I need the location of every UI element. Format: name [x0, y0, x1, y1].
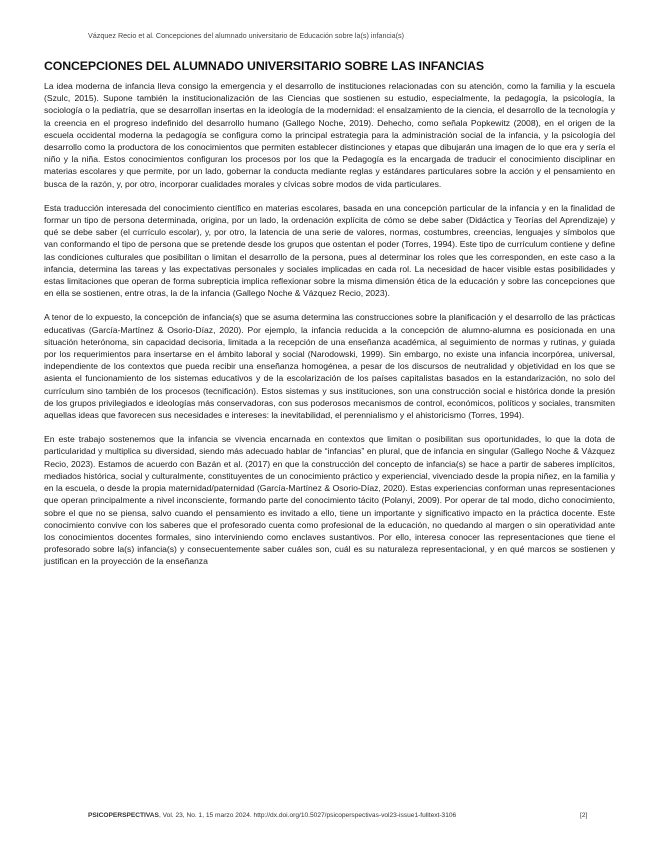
- section-title: CONCEPCIONES DEL ALUMNADO UNIVERSITARIO SOBRE LAS INFANCIAS: [44, 59, 485, 73]
- body-paragraph: A tenor de lo expuesto, la concepción de infancia(s) que se asuma determina las construcciones sobre la planificación y el desarrollo de las prácticas educativas (García-Martínez & Osorio-Díaz, 2020). Por ejemplo, la infancia reducida a la concepción de alumno-alumna es posicionada en una situación heterónoma, sin capacidad decisoria, limitada a la recepción de una enseñanza académica, al seguimiento de normas y rutinas, y guiada por los requerimientos para insertarse en el ámbito laboral y social (Narodowski, 1999). Sin embargo, no existe una infancia incorpórea, universal, independiente de los contextos que pueda recibir una enseñanza homogénea, a pesar de los discursos de neutralidad y objetividad en los que se asienta el funcionamiento de los sistemas educativos y de la escolarización de los países capitalistas basados en la estandarización, no solo del currículum sino también de los procesos (tecnificación). Estos sistemas y sus instituciones, son una construcción social e histórica donde la presión de los grupos privilegiados e ideologías más conservadoras, con sus poderosos mecanismos de control, económicos, políticos y sociales, transmiten aquellas ideas que favorecen sus necesidades e intereses: la inevitabilidad, el perennialismo y el ahistoricismo (Torres, 1994).: [44, 312, 615, 421]
- running-footer: [88, 812, 578, 819]
- running-header: Vázquez Recio et al. Concepciones del alumnado universitario de Educación sobre la(s) infancia(s): [88, 31, 405, 40]
- body-paragraph: En este trabajo sostenemos que la infancia se vivencia encarnada en contextos que limitan o posibilitan sus oportunidades, lo que la dota de particularidad y multiplica su diversidad, siendo más adecuado hablar de “infancias” en plural, que de infancia en singular (Gallego Noche & Vázquez Recio, 2023). Estamos de acuerdo con Bazán et al. (2017) en que la construcción del concepto de infancia(s) se hace a partir de saberes implícitos, mediados histórica, social y culturalmente, constituyentes de un conocimiento práctico y experiencial, vivenciado desde la propia niñez, en la familia y en la escuela, o desde la propia maternidad/paternidad (García-Martínez & Osorio-Díaz, 2020). Estas experiencias conforman unas representaciones que operan principalmente a nivel inconsciente, formando parte del conocimiento tácito (Polanyi, 2009). Por operar de tal modo, dicho conocimiento, sobre el que no se piensa, salvo cuando el pensamiento es invitado a ello, tiene un importante y significativo impacto en la práctica docente. Este conocimiento convive con los saberes que el profesorado cuenta como profesional de la educación, no quedando al margen o sin operatividad ante los conocimientos docentes formales, sino interviniendo como enclaves sustantivos. Por ello, interesa conocer las representaciones que tiene el profesorado sobre la(s) infancia(s) y consecuentemente saber cuáles son, cuál es su naturaleza representacional, y en qué marcos se sostienen y justifican en la proyección de la enseñanza: [44, 434, 615, 567]
- body-paragraph: Esta traducción interesada del conocimiento científico en materias escolares, basada en una concepción particular de la infancia y en la finalidad de formar un tipo de persona determinada, origina, por un lado, la ordenación explícita de cómo se debe saber (Didáctica y Teorías del Aprendizaje) y qué se debe saber (el currículo escolar), y, por otro, la latencia de una serie de valores, normas, costumbres, creencias, lenguajes y símbolos que van conformando el tipo de persona que se pretende desde los grupos que ostentan el poder (Torres, 1994). Este tipo de currículum contiene y define las condiciones culturales que posibilitan o limitan el desarrollo de la persona, pues al determinar los roles que les corresponden, en este caso a la infancia, determina las tareas y las expectativas personales y sociales implicadas en cada rol. La necesidad de hacer visible estas posibilidades y estas limitaciones que operan de forma subrepticia implica reflexionar sobre la misma dimensión ética de la educación y sobre las concepciones que en ella se sostienen, entre otras, la de la infancia (Gallego Noche & Vázquez Recio, 2023).: [44, 202, 615, 299]
- journal-name: PSICOPERSPECTIVAS: [88, 812, 159, 819]
- article-body: [44, 80, 615, 580]
- body-paragraph: La idea moderna de infancia lleva consigo la emergencia y el desarrollo de instituciones relacionadas con su atención, como la familia y la escuela (Szulc, 2015). Supone también la institucionalización de las Ciencias que sostienen su estudio, especialmente, la pedagogía, la psicología, la sociología o la pediatría, que se desarrollan insertas en la ideología de la modernidad: el ensalzamiento de la ciencia, el desarrollo de la tecnología y la creencia en el progreso indefinido del desarrollo humano (Gallego Noche, 2019). Dehecho, como señala Popkewitz (2008), en el origen de la escuela occidental moderna la pedagogía se configura como la principal estrategia para la administración social de la infancia, y la psicología del desarrollo como la productora de los conocimientos que permiten establecer distinciones y etapas que dibujarán una imagen de lo que era y sería el niño y la niña. Estos conocimientos configuran los procesos por los que la Pedagogía es la encargada de traducir el conocimiento disciplinar en materias escolares y que permite, por un lado, gobernar la conducta mediante reglas y estándares particulares sobre la acción y el pensamiento en busca de la razón, y, por otro, incorporar cualidades morales y cívicas sobre modos de vida particulares.: [44, 81, 615, 189]
- page-number: [2]: [580, 812, 588, 819]
- citation-line: , Vol. 23, No. 1, 15 marzo 2024. http://dx.doi.org/10.5027/psicoperspectivas-vol23-issue1-fulltext-3106: [158, 812, 457, 819]
